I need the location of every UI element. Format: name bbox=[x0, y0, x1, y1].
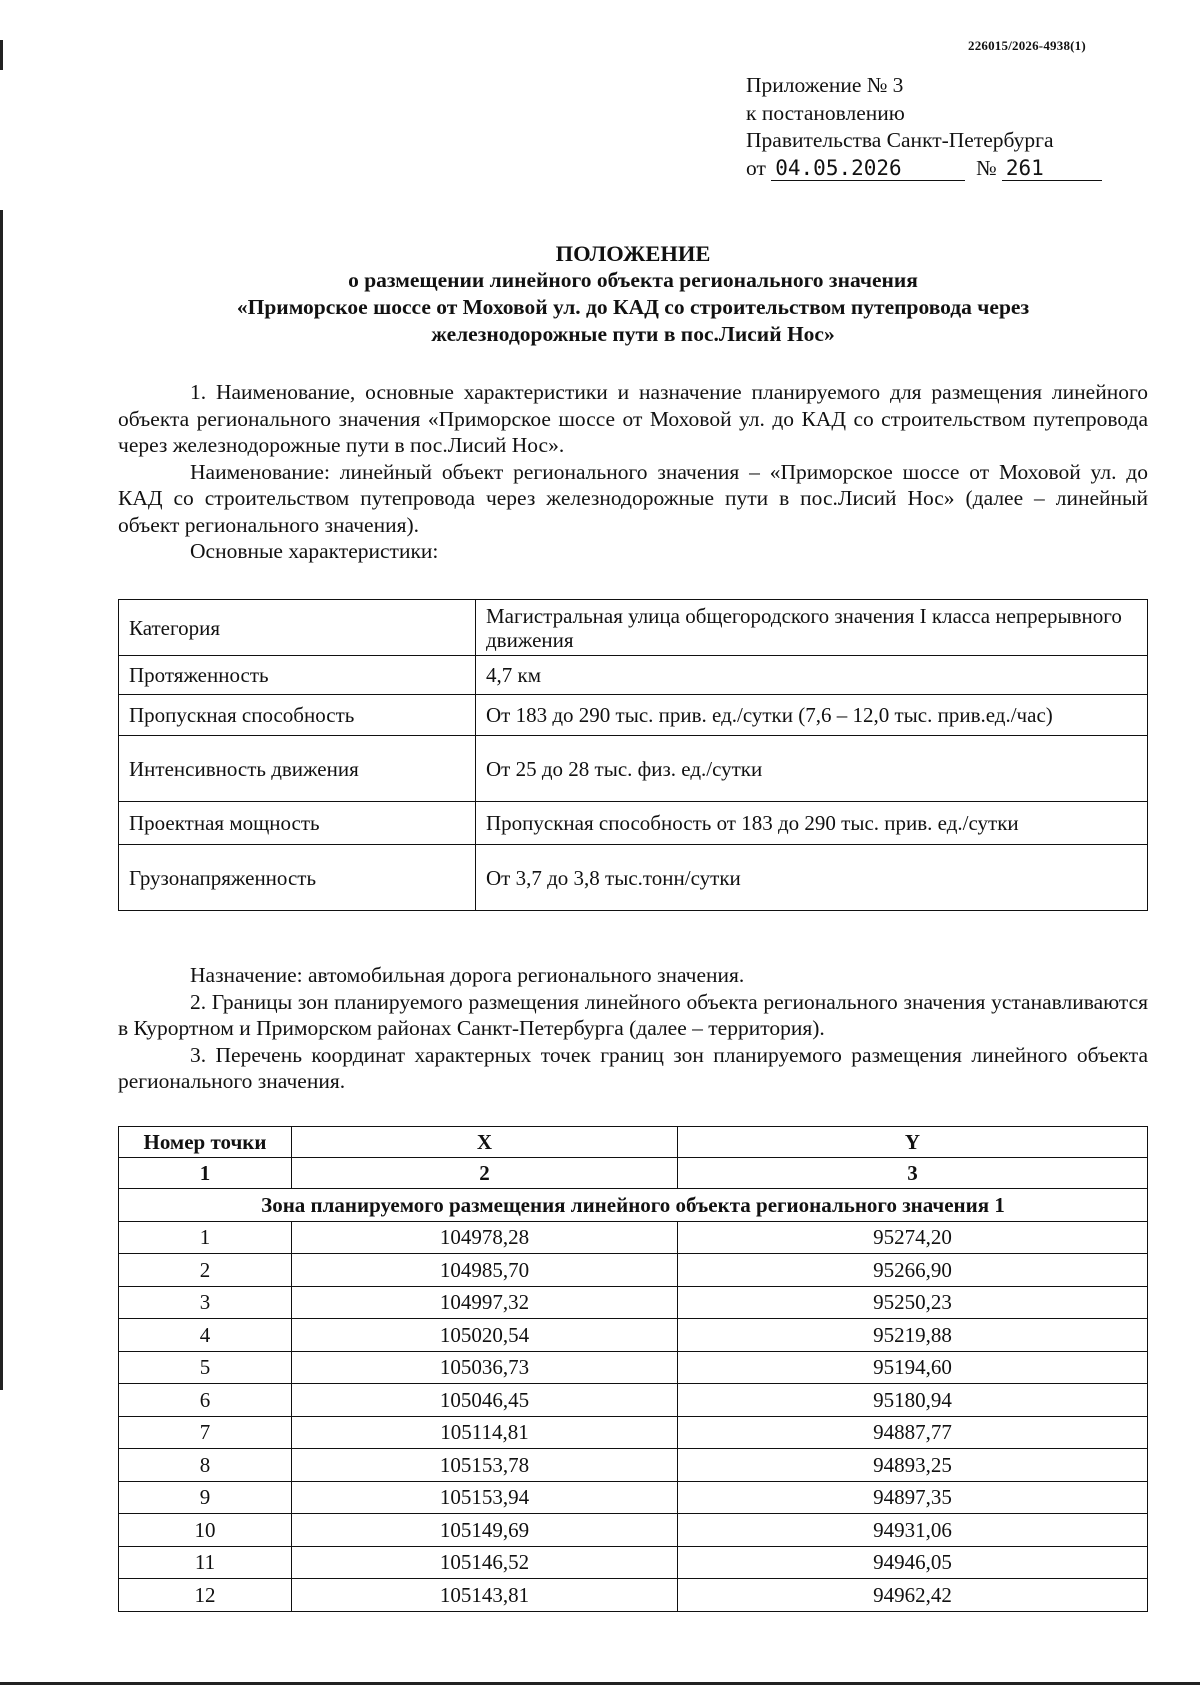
coordinate-y: 95250,23 bbox=[678, 1286, 1148, 1319]
table-header-row bbox=[119, 1127, 1148, 1158]
table-row bbox=[119, 736, 1148, 802]
column-number-row bbox=[119, 1158, 1148, 1189]
decree-date-field: 04.05.2026 bbox=[771, 157, 965, 181]
number-label: № bbox=[976, 155, 997, 180]
table-row bbox=[119, 1286, 1148, 1319]
point-number: 5 bbox=[119, 1351, 292, 1384]
coordinate-y: 94897,35 bbox=[678, 1481, 1148, 1514]
table-row bbox=[119, 1319, 1148, 1352]
table-row bbox=[119, 1546, 1148, 1579]
coordinate-x: 105153,94 bbox=[292, 1481, 678, 1514]
document-heading bbox=[118, 240, 1148, 348]
coordinate-x: 104978,28 bbox=[292, 1221, 678, 1254]
coordinate-y: 95180,94 bbox=[678, 1384, 1148, 1417]
from-label: от bbox=[746, 155, 766, 180]
point-number: 12 bbox=[119, 1579, 292, 1612]
column-header: X bbox=[292, 1127, 678, 1158]
coordinate-x: 104997,32 bbox=[292, 1286, 678, 1319]
coordinate-y: 95194,60 bbox=[678, 1351, 1148, 1384]
characteristics-table bbox=[118, 599, 1148, 911]
characteristic-label: Пропускная способность bbox=[119, 695, 476, 736]
paragraph-characteristics-intro: Основные характеристики: bbox=[190, 539, 439, 563]
table-row bbox=[119, 845, 1148, 911]
coordinate-x: 105153,78 bbox=[292, 1449, 678, 1482]
characteristic-value: 4,7 км bbox=[476, 656, 1148, 695]
heading-line: о размещении линейного объекта регионального значения bbox=[348, 268, 918, 292]
table-row bbox=[119, 1416, 1148, 1449]
coordinate-x: 105020,54 bbox=[292, 1319, 678, 1352]
coordinate-x: 105149,69 bbox=[292, 1514, 678, 1547]
intro-paragraphs bbox=[118, 379, 1148, 565]
paragraph-purpose: Назначение: автомобильная дорога регионального значения. bbox=[190, 963, 745, 987]
characteristic-value: Магистральная улица общегородского значения I класса непрерывного движения bbox=[476, 600, 1148, 656]
table-row bbox=[119, 1449, 1148, 1482]
paragraph-1: 1. Наименование, основные характеристики и назначение планируемого для размещения линейного объекта регионального значения «Приморское шоссе от Моховой ул. до КАД со строительством путепровода через железнодорожные пути в пос.Лисий Нос». bbox=[118, 380, 1148, 457]
table-row bbox=[119, 1221, 1148, 1254]
point-number: 4 bbox=[119, 1319, 292, 1352]
characteristic-value: От 25 до 28 тыс. физ. ед./сутки bbox=[476, 736, 1148, 802]
column-number: 3 bbox=[678, 1158, 1148, 1189]
point-number: 9 bbox=[119, 1481, 292, 1514]
point-number: 10 bbox=[119, 1514, 292, 1547]
table-row bbox=[119, 1481, 1148, 1514]
annex-date-line bbox=[746, 155, 1102, 183]
coordinate-x: 105046,45 bbox=[292, 1384, 678, 1417]
table-row bbox=[119, 695, 1148, 736]
table-row bbox=[119, 802, 1148, 845]
characteristic-label: Протяженность bbox=[119, 656, 476, 695]
table-row bbox=[119, 1351, 1148, 1384]
point-number: 3 bbox=[119, 1286, 292, 1319]
table-row bbox=[119, 1579, 1148, 1612]
document-id: 226015/2026-4938(1) bbox=[968, 38, 1086, 53]
characteristic-value: От 183 до 290 тыс. прив. ед./сутки (7,6 – 12,0 тыс. прив.ед./час) bbox=[476, 695, 1148, 736]
coordinate-x: 104985,70 bbox=[292, 1254, 678, 1287]
column-header: Y bbox=[678, 1127, 1148, 1158]
annex-line: Приложение № 3 bbox=[746, 73, 904, 97]
zone-title-row bbox=[119, 1189, 1148, 1222]
scan-edge-bottom bbox=[0, 1682, 1200, 1685]
point-number: 6 bbox=[119, 1384, 292, 1417]
characteristic-label: Грузонапряженность bbox=[119, 845, 476, 911]
annex-line: Правительства Санкт-Петербурга bbox=[746, 128, 1054, 152]
annex-line: к постановлению bbox=[746, 100, 905, 125]
table-row bbox=[119, 1384, 1148, 1417]
coordinate-x: 105036,73 bbox=[292, 1351, 678, 1384]
zone-title: Зона планируемого размещения линейного объекта регионального значения 1 bbox=[119, 1189, 1148, 1222]
decree-number-field: 261 bbox=[1002, 157, 1102, 181]
point-number: 1 bbox=[119, 1221, 292, 1254]
column-header: Номер точки bbox=[119, 1127, 292, 1158]
coordinates-table bbox=[118, 1126, 1148, 1612]
coordinate-y: 94946,05 bbox=[678, 1546, 1148, 1579]
heading-line: железнодорожные пути в пос.Лисий Нос» bbox=[431, 322, 835, 346]
characteristic-label: Проектная мощность bbox=[119, 802, 476, 845]
characteristic-value: От 3,7 до 3,8 тыс.тонн/сутки bbox=[476, 845, 1148, 911]
section-paragraphs bbox=[118, 962, 1148, 1095]
scan-edge-mark bbox=[0, 210, 3, 1390]
table-row bbox=[119, 1254, 1148, 1287]
coordinate-y: 95219,88 bbox=[678, 1319, 1148, 1352]
coordinate-y: 94887,77 bbox=[678, 1416, 1148, 1449]
table-row bbox=[119, 600, 1148, 656]
characteristic-label: Категория bbox=[119, 600, 476, 656]
column-number: 1 bbox=[119, 1158, 292, 1189]
point-number: 11 bbox=[119, 1546, 292, 1579]
paragraph-2: 2. Границы зон планируемого размещения линейного объекта регионального значения устанавливаются в Курортном и Приморском районах Санкт-Петербурга (далее – территория). bbox=[118, 989, 1148, 1040]
coordinate-y: 94893,25 bbox=[678, 1449, 1148, 1482]
coordinate-y: 95274,20 bbox=[678, 1221, 1148, 1254]
point-number: 8 bbox=[119, 1449, 292, 1482]
paragraph-3: 3. Перечень координат характерных точек границ зон планируемого размещения линейного объекта регионального значения. bbox=[118, 1042, 1148, 1093]
characteristic-label: Интенсивность движения bbox=[119, 736, 476, 802]
point-number: 7 bbox=[119, 1416, 292, 1449]
scan-edge-mark bbox=[0, 40, 3, 70]
page-title: ПОЛОЖЕНИЕ bbox=[555, 241, 711, 266]
table-row bbox=[119, 1514, 1148, 1547]
characteristic-value: Пропускная способность от 183 до 290 тыс. прив. ед./сутки bbox=[476, 802, 1148, 845]
coordinate-y: 94931,06 bbox=[678, 1514, 1148, 1547]
point-number: 2 bbox=[119, 1254, 292, 1287]
annex-block bbox=[746, 72, 1102, 182]
coordinate-x: 105146,52 bbox=[292, 1546, 678, 1579]
column-number: 2 bbox=[292, 1158, 678, 1189]
heading-line: «Приморское шоссе от Моховой ул. до КАД со строительством путепровода через bbox=[236, 295, 1030, 319]
paragraph-name: Наименование: линейный объект регионального значения – «Приморское шоссе от Моховой ул. до КАД со строительством путепровода через железнодорожные пути в пос.Лисий Нос» (далее – линейный объект регионального значения). bbox=[118, 459, 1148, 537]
coordinate-x: 105114,81 bbox=[292, 1416, 678, 1449]
table-row bbox=[119, 656, 1148, 695]
coordinate-y: 94962,42 bbox=[678, 1579, 1148, 1612]
coordinate-y: 95266,90 bbox=[678, 1254, 1148, 1287]
coordinate-x: 105143,81 bbox=[292, 1579, 678, 1612]
